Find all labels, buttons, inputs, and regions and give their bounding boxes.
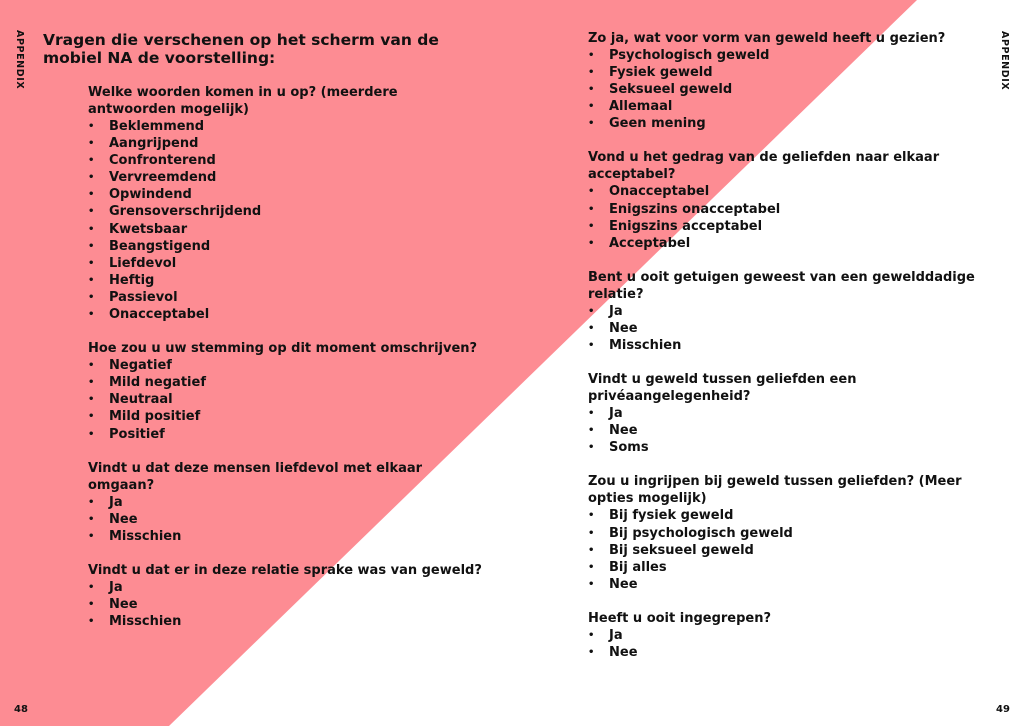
answer-option: • Nee <box>588 576 988 593</box>
answer-option: • Seksueel geweld <box>588 81 988 98</box>
answer-option: • Mild negatief <box>88 374 488 391</box>
answer-option: • Ja <box>588 405 988 422</box>
answer-option: • Acceptabel <box>588 235 988 252</box>
answer-option: • Confronterend <box>88 152 488 169</box>
answer-option: • Beangstigend <box>88 238 488 255</box>
answer-options-list <box>88 494 488 545</box>
answer-option: • Geen mening <box>588 115 988 132</box>
answer-option: • Bij psychologisch geweld <box>588 525 988 542</box>
right-question-column <box>588 30 988 678</box>
answer-option: • Onacceptabel <box>88 306 488 323</box>
answer-option: • Misschien <box>588 337 988 354</box>
question-block <box>588 269 988 354</box>
answer-option: • Passievol <box>88 289 488 306</box>
question-text: Heeft u ooit ingegrepen? <box>588 610 772 626</box>
answer-option: • Positief <box>88 426 488 443</box>
answer-option: • Mild positief <box>88 408 488 425</box>
answer-option: • Kwetsbaar <box>88 221 488 238</box>
answer-option: • Heftig <box>88 272 488 289</box>
answer-option: • Nee <box>588 644 988 661</box>
answer-option: • Bij alles <box>588 559 988 576</box>
answer-option: • Enigszins onacceptabel <box>588 201 988 218</box>
answer-option: • Onacceptabel <box>588 183 988 200</box>
answer-option: • Bij seksueel geweld <box>588 542 988 559</box>
answer-option: • Psychologisch geweld <box>588 47 988 64</box>
answer-option: • Opwindend <box>88 186 488 203</box>
answer-option: • Beklemmend <box>88 118 488 135</box>
question-text: Zou u ingrijpen bij geweld tussen geliefden? (Meer opties mogelijk) <box>588 474 962 507</box>
answer-option: • Nee <box>88 596 488 613</box>
answer-option: • Ja <box>588 627 988 644</box>
answer-option: • Nee <box>588 320 988 337</box>
answer-option: • Misschien <box>88 528 488 545</box>
answer-option: • Negatief <box>88 357 488 374</box>
answer-option: • Grensoverschrijdend <box>88 203 488 220</box>
answer-option: • Neutraal <box>88 391 488 408</box>
answer-option: • Soms <box>588 439 988 456</box>
answer-option: • Misschien <box>88 613 488 630</box>
page-number-right: 49 <box>996 704 1010 715</box>
question-text: Vindt u geweld tussen geliefden een privéaangelegenheid? <box>588 372 857 405</box>
answer-option: • Aangrijpend <box>88 135 488 152</box>
answer-options-list <box>88 579 488 630</box>
answer-options-list <box>588 47 988 132</box>
answer-option: • Ja <box>88 579 488 596</box>
question-text: Vindt u dat deze mensen liefdevol met elkaar omgaan? <box>88 460 423 493</box>
answer-options-list <box>588 507 988 592</box>
answer-option: • Ja <box>588 303 988 320</box>
answer-option: • Enigszins acceptabel <box>588 218 988 235</box>
page-number-left: 48 <box>14 704 28 715</box>
question-text: Vindt u dat er in deze relatie sprake was van geweld? <box>88 562 482 578</box>
answer-option: • Fysiek geweld <box>588 64 988 81</box>
question-block <box>88 460 488 545</box>
answer-options-list <box>88 357 488 442</box>
question-block <box>588 149 988 251</box>
answer-options-list <box>588 627 988 661</box>
answer-options-list <box>588 303 988 354</box>
answer-option: • Bij fysiek geweld <box>588 507 988 524</box>
appendix-label-left: APPENDIX <box>14 30 25 90</box>
question-block <box>588 473 988 592</box>
left-question-column <box>88 84 488 647</box>
question-text: Hoe zou u uw stemming op dit moment omschrijven? <box>88 341 478 357</box>
appendix-label-right: APPENDIX <box>999 31 1010 91</box>
answer-option: • Nee <box>88 511 488 528</box>
answer-option: • Liefdevol <box>88 255 488 272</box>
answer-options-list <box>88 118 488 323</box>
answer-option: • Vervreemdend <box>88 169 488 186</box>
answer-options-list <box>588 405 988 456</box>
answer-option: • Ja <box>88 494 488 511</box>
answer-options-list <box>588 183 988 251</box>
question-text: Vond u het gedrag van de geliefden naar elkaar acceptabel? <box>588 150 940 183</box>
question-block <box>88 562 488 630</box>
answer-option: • Nee <box>588 422 988 439</box>
question-block <box>88 84 488 323</box>
question-text: Welke woorden komen in u op? (meerdere antwoorden mogelijk) <box>88 85 398 117</box>
question-block <box>88 340 488 442</box>
question-text: Bent u ooit getuigen geweest van een gewelddadige relatie? <box>588 269 975 302</box>
question-text: Zo ja, wat voor vorm van geweld heeft u gezien? <box>588 31 946 46</box>
answer-option: • Allemaal <box>588 98 988 115</box>
page-title: Vragen die verschenen op het scherm van de mobiel NA de voorstelling: <box>43 31 439 67</box>
question-block <box>588 30 988 132</box>
question-block <box>588 371 988 456</box>
question-block <box>588 610 988 661</box>
